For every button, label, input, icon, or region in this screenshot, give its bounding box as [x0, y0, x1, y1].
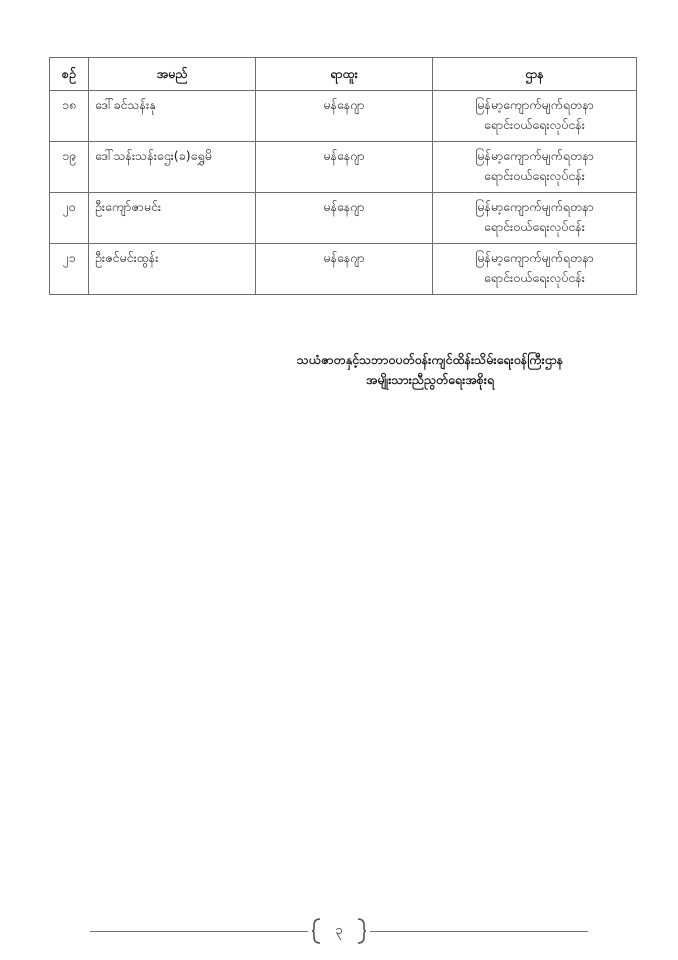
table-row: [50, 193, 637, 244]
cell-department: [433, 244, 637, 295]
department-line-2: ရောင်း၀ယ်ရေးလုပ်ငန်း: [484, 168, 585, 183]
table-row: [50, 244, 637, 295]
cell-no: ၁၈: [50, 91, 89, 142]
department-line-2: ရောင်း၀ယ်ရေးလုပ်ငန်း: [484, 117, 585, 132]
footer-divider-left: [90, 931, 308, 932]
cell-department: [433, 193, 637, 244]
department-line-1: မြန်မာ့ကျောက်မျက်ရတနာ: [475, 97, 594, 112]
cell-name: ဒေါ်သန်းသန်းဌေး(ခ)ရွှေမိ: [89, 142, 256, 193]
department-line-1: မြန်မာ့ကျောက်မျက်ရတနာ: [475, 199, 594, 214]
cell-name: ဒေါ်ခင်သန်းနု: [89, 91, 256, 142]
staff-table: [49, 57, 637, 295]
cell-rank: မန်နေဂျာ: [256, 91, 433, 142]
page-number: [312, 917, 366, 945]
header-name: အမည်: [89, 58, 256, 91]
cell-name: ဦးကျော်ဇာမင်း: [89, 193, 256, 244]
header-rank: ရာထူး: [256, 58, 433, 91]
footer-divider-right: [370, 931, 588, 932]
cell-rank: မန်နေဂျာ: [256, 193, 433, 244]
cell-department: [433, 91, 637, 142]
cell-rank: မန်နေဂျာ: [256, 244, 433, 295]
cell-department: [433, 142, 637, 193]
department-line-2: ရောင်း၀ယ်ရေးလုပ်ငန်း: [484, 270, 585, 285]
cell-rank: မန်နေဂျာ: [256, 142, 433, 193]
department-line-1: မြန်မာ့ကျောက်မျက်ရတနာ: [475, 250, 594, 265]
signature-block: [210, 350, 650, 390]
table-header-row: [50, 58, 637, 91]
header-department: ဌာန: [433, 58, 637, 91]
signature-ministry: သယံဇာတနှင့်သဘာဝပတ်ဝန်းကျင်ထိန်းသိမ်းရေးဝန်ကြီးဌာန: [296, 352, 564, 367]
header-no: စဉ်: [50, 58, 89, 91]
cell-no: ၂၁: [50, 244, 89, 295]
page-number-text: ၃: [335, 923, 343, 938]
table-row: [50, 91, 637, 142]
signature-government: အမျိုးသားညီညွတ်ရေးအစိုးရ: [365, 372, 495, 387]
cell-no: ၂၀: [50, 193, 89, 244]
cell-no: ၁၉: [50, 142, 89, 193]
cell-name: ဦးဇင်မင်းထွန်း: [89, 244, 256, 295]
table-row: [50, 142, 637, 193]
department-line-2: ရောင်း၀ယ်ရေးလုပ်ငန်း: [484, 219, 585, 234]
department-line-1: မြန်မာ့ကျောက်မျက်ရတနာ: [475, 148, 594, 163]
